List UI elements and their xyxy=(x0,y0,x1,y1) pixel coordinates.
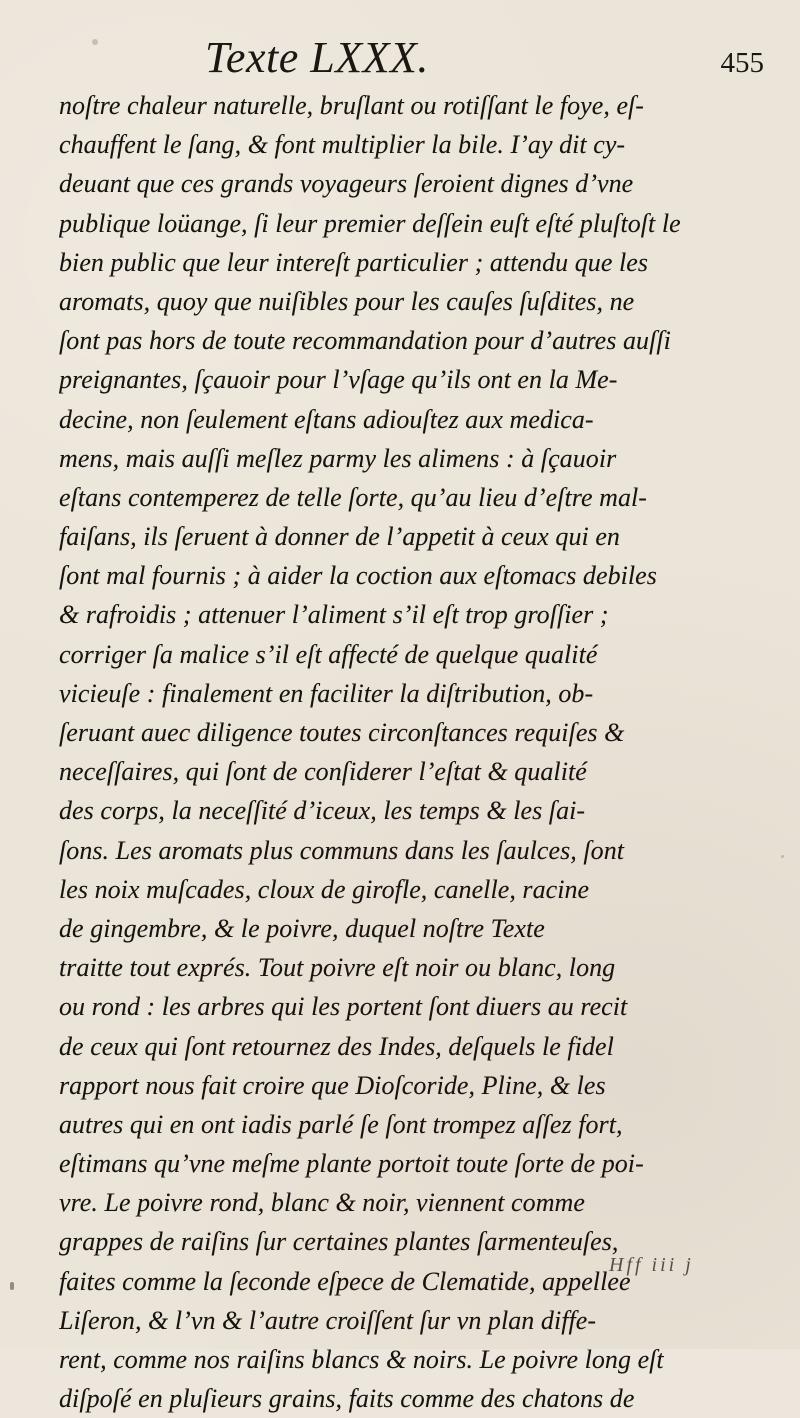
text-line: eſtans contemperez de telle ſorte, qu’au lieu d’eſtre mal- xyxy=(59,482,647,512)
page-number: 455 xyxy=(720,47,764,79)
paper-spot xyxy=(92,39,98,45)
text-line: de gingembre, & le poivre, duquel noſtre Texte xyxy=(59,913,545,943)
paper-spot xyxy=(10,1282,14,1290)
text-line: autres qui en ont iadis parlé ſe ſont trompez aſſez fort, xyxy=(59,1109,623,1139)
text-line: rent, comme nos raiſins blancs & noirs. Le poivre long eſt xyxy=(59,1345,664,1374)
text-line: diſpoſé en pluſieurs grains, faits comme des chatons de xyxy=(59,1384,635,1414)
text-line: des corps, la neceſſité d’iceux, les temps & les ſai- xyxy=(59,796,586,826)
text-line: vre. Le poivre rond, blanc & noir, viennent comme xyxy=(59,1188,585,1218)
text-line: bien public que leur intereſt particulier ; attendu que les xyxy=(59,247,649,277)
text-line: noſtre chaleur naturelle, bruſlant ou rotiſſant le foye, eſ- xyxy=(59,91,645,120)
text-line: faiſans, ils ſeruent à donner de l’appetit à ceux qui en xyxy=(59,522,620,552)
text-line: publique loüange, ſi leur premier deſſein euſt eſté pluſtoſt le xyxy=(59,208,681,238)
text-line: les noix muſcades, cloux de girofle, canelle, racine xyxy=(59,874,590,904)
text-line: rapport nous fait croire que Dioſcoride, Pline, & les xyxy=(59,1070,606,1100)
signature-mark: Hff iii j xyxy=(609,1254,694,1276)
text-line: ſont mal fournis ; à aider la coction aux eſtomacs debiles xyxy=(59,561,657,591)
text-line: vicieuſe : finalement en faciliter la diſtribution, ob- xyxy=(59,678,594,708)
text-line: faites comme la ſeconde eſpece de Clematide, appellee xyxy=(59,1266,631,1296)
text-line: chauffent le ſang, & font multiplier la bile. I’ay dit cy- xyxy=(59,130,626,160)
text-line: ſont pas hors de toute recommandation pour d’autres auſſi xyxy=(59,326,671,356)
text-line: ſeruant auec diligence toutes circonſtances requiſes & xyxy=(59,718,625,747)
text-line: neceſſaires, qui ſont de conſiderer l’eſtat & qualité xyxy=(59,757,587,787)
text-line: mens, mais auſſi meſlez parmy les alimens : à ſçauoir xyxy=(59,443,617,473)
text-line: ou rond : les arbres qui les portent ſont diuers au recit xyxy=(59,992,628,1022)
text-line: eſtimans qu’vne meſme plante portoit toute ſorte de poi- xyxy=(59,1149,644,1179)
paper-spot xyxy=(781,855,784,858)
text-line: corriger ſa malice s’il eſt affecté de quelque qualité xyxy=(59,639,598,669)
text-line: Liſeron, & l’vn & l’autre croiſſent ſur vn plan diffe- xyxy=(59,1305,597,1335)
text-line: traitte tout exprés. Tout poivre eſt noir ou blanc, long xyxy=(59,953,616,983)
text-line: & rafroidis ; attenuer l’aliment s’il eſt trop groſſier ; xyxy=(59,600,609,630)
text-line: ſons. Les aromats plus communs dans les ſaulces, ſont xyxy=(59,835,625,865)
text-line: de ceux qui ſont retournez des Indes, deſquels le fidel xyxy=(59,1031,614,1061)
text-line: grappes de raiſins ſur certaines plantes ſarmenteuſes, xyxy=(59,1227,619,1257)
text-line: aromats, quoy que nuiſibles pour les cauſes ſuſdites, ne xyxy=(59,286,635,316)
text-line: decine, non ſeulement eſtans adiouſtez aux medica- xyxy=(59,404,594,434)
text-line: deuant que ces grands voyageurs ſeroient dignes d’vne xyxy=(59,169,634,199)
text-line: preignantes, ſçauoir pour l’vſage qu’ils ont en la Me- xyxy=(59,365,618,395)
running-head: Texte LXXX. xyxy=(205,33,429,82)
